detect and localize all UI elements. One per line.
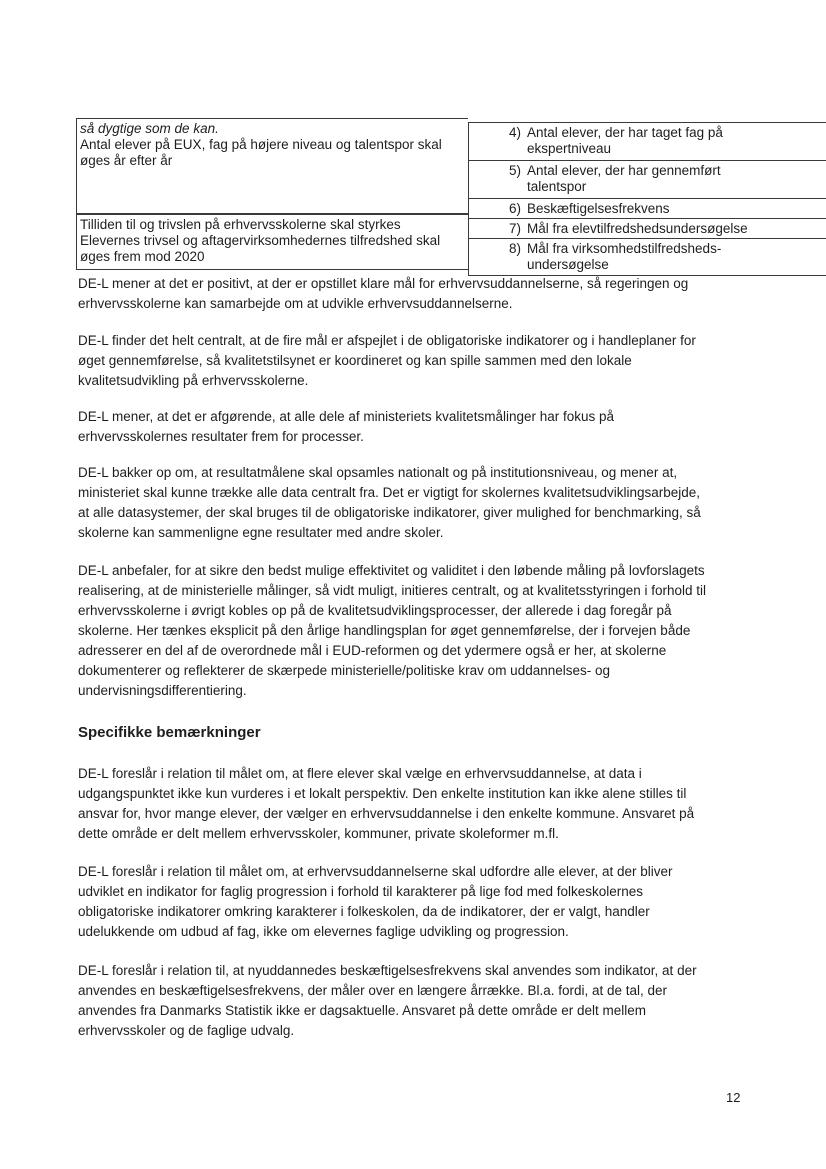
text-line: ansvar for, hvor mange elever, der vælger en erhvervsuddannelse i den enkelte kommune. Ansvaret på	[78, 806, 695, 821]
paragraph	[78, 561, 754, 701]
section-heading: Specifikke bemærkninger	[78, 724, 261, 741]
text-line: erhvervsskolerne kan samarbejde om at udvikle erhvervsuddannelserne.	[78, 296, 513, 311]
item-number: 8)	[508, 241, 521, 256]
text-line: erhvervsskolernes resultater frem for processer.	[78, 429, 364, 444]
text-line: DE-L mener at det er positivt, at der er opstillet klare mål for erhvervsuddannelserne, så regeringen og	[78, 276, 689, 291]
text-line: DE-L foreslår i relation til målet om, at flere elever skal vælge en erhvervsuddannelse, at data i	[78, 766, 642, 781]
text-line: kvalitetsudvikling på erhvervsskolerne.	[78, 373, 309, 388]
table-cell-line: Antal elever på EUX, fag på højere niveau og talentspor skal	[80, 137, 442, 152]
text-line: udgangspunktet ikke kun vurderes i et lokalt perspektiv. Den enkelte institution kan ikke alene stilles til	[78, 786, 687, 801]
table-row	[469, 199, 826, 219]
paragraph	[78, 764, 754, 844]
text-line: skolerne kan sammenligne egne resultater med andre skoler.	[78, 525, 444, 540]
text-line: udelukkende om udbud af fag, ikke om elevernes faglige udvikling og progression.	[78, 924, 569, 939]
text-line: adresserer en del af de overordnede mål i EUD-reformen og det ydermere også er her, at skolerne	[78, 643, 667, 658]
table-cell-line: så dygtige som de kan.	[80, 121, 219, 136]
table-right-column	[468, 122, 826, 276]
text-line: erhvervsskoler og de faglige udvalg.	[78, 1023, 295, 1038]
table-cell-line: øges frem mod 2020	[80, 249, 205, 264]
text-line: anvendes fra Danmarks Statistik ikke er dagsaktuelle. Ansvaret på dette område er delt mellem	[78, 1003, 647, 1018]
text-line: DE-L anbefaler, for at sikre den bedst mulige effektivitet og validitet i den løbende måling på lovforslagets	[78, 563, 705, 578]
paragraph	[78, 331, 754, 391]
table-cell-left-2	[76, 214, 468, 270]
item-number: 6)	[508, 201, 521, 216]
text-line: ministeriet skal kunne trække alle data centralt fra. Det er vigtigt for skolernes kvalitetsudviklingsarbejde,	[78, 485, 701, 500]
text-line: dokumenterer og reflekterer de skærpede ministerielle/politiske krav om uddannelses- og	[78, 663, 611, 678]
text-line: anvendes en beskæftigelsesfrekvens, der måler over en længere årrække. Bl.a. fordi, at de tal, der	[78, 983, 668, 998]
paragraph	[78, 407, 754, 447]
item-text: Mål fra elevtilfredshedsundersøgelse	[527, 221, 748, 236]
table-row	[469, 161, 826, 199]
text-line: DE-L foreslår i relation til, at nyuddannedes beskæftigelsesfrekvens skal anvendes som indikator, at der	[78, 963, 697, 978]
page-number: 12	[726, 1090, 741, 1105]
paragraph	[78, 274, 754, 314]
text-line: DE-L foreslår i relation til målet om, at erhvervsuddannelserne skal udfordre alle elever, at der bliver	[78, 864, 673, 879]
item-text: ekspertniveau	[527, 141, 612, 156]
text-line: udviklet en indikator for faglig progression i forhold til karakterer på lige fod med folkeskolernes	[78, 884, 644, 899]
text-line: øget gennemførelse, så kvalitetstilsynet er koordineret og kan spille sammen med den lokale	[78, 353, 632, 368]
item-number: 5)	[508, 163, 521, 178]
item-text: Antal elever, der har gennemført	[527, 163, 721, 178]
table-cell-line: Tilliden til og trivslen på erhvervsskolerne skal styrkes	[80, 217, 401, 232]
table-cell-line: øges år efter år	[80, 153, 173, 168]
text-line: realisering, at de ministerielle målinger, så vidt muligt, initieres centralt, og at kvalitetsstyringen i forhold til	[78, 583, 707, 598]
text-line: DE-L finder det helt centralt, at de fire mål er afspejlet i de obligatoriske indikatorer og i handleplaner for	[78, 333, 696, 348]
table-cell-left-1	[76, 118, 468, 214]
table-row	[469, 123, 826, 161]
paragraph	[78, 463, 754, 543]
item-number: 4)	[508, 125, 521, 140]
paragraph	[78, 961, 754, 1041]
item-text: talentspor	[527, 179, 587, 194]
text-line: skolerne. Her tænkes eksplicit på den årlige handlingsplan for øget gennemførelse, der i forvejen både	[78, 623, 691, 638]
text-line: dette område er delt mellem erhvervsskoler, kommuner, private skoleformer m.fl.	[78, 826, 559, 841]
item-text: undersøgelse	[527, 257, 609, 272]
item-text: Antal elever, der har taget fag på	[527, 125, 723, 140]
paragraph	[78, 862, 754, 942]
text-line: undervisningsdifferentiering.	[78, 683, 247, 698]
goals-table	[76, 118, 776, 274]
item-number: 7)	[508, 221, 521, 236]
text-line: obligatoriske indikatorer omkring karakterer i folkeskolen, da de indikatorer, der er valgt, handler	[78, 904, 650, 919]
table-row	[469, 219, 826, 239]
text-line: DE-L bakker op om, at resultatmålene skal opsamles nationalt og på institutionsniveau, og mener at,	[78, 465, 678, 480]
text-line: at alle datasystemer, der skal bruges til de obligatoriske indikatorer, giver mulighed for benchmarking, så	[78, 505, 701, 520]
text-line: DE-L mener, at det er afgørende, at alle dele af ministeriets kvalitetsmålinger har fokus på	[78, 409, 615, 424]
item-text: Mål fra virksomhedstilfredsheds-	[527, 241, 722, 256]
text-line: erhvervsskolerne i øvrigt kobles op på de kvalitetsudviklingsprocesser, der allerede i dag foregår på	[78, 603, 672, 618]
table-cell-line: Elevernes trivsel og aftagervirksomhedernes tilfredshed skal	[80, 233, 441, 248]
table-row	[469, 239, 826, 277]
item-text: Beskæftigelsesfrekvens	[527, 201, 670, 216]
